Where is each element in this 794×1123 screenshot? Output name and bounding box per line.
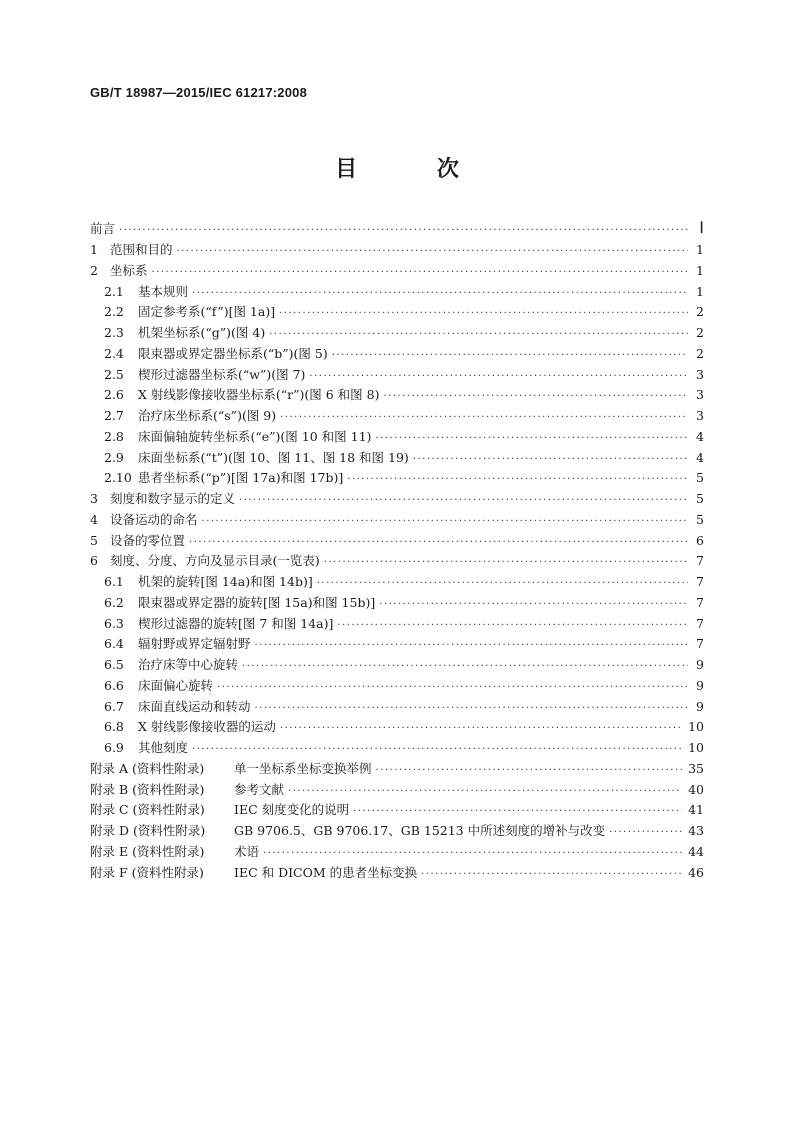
dot-leader [375,429,688,450]
toc-entry-page: 1 [696,242,704,257]
toc-entry-title: 限束器或界定器坐标系(“b”)(图 5) [138,345,328,361]
toc-entry-page: 5 [696,491,704,506]
toc-entry[interactable] [90,780,704,801]
toc-entry-number: 1 [90,242,98,257]
toc-entry-title: X 射线影像接收器的运动 [138,719,276,735]
toc-entry-page: 7 [696,636,704,652]
toc-entry-title: 刻度、分度、方向及显示目录(一览表) [110,553,320,569]
toc-entry-number: 附录 D (资料性附录) [90,823,206,838]
toc-entry-title: 机架的旋转[图 14a)和图 14b)] [138,574,313,589]
toc-entry[interactable] [90,759,704,780]
toc-entry-title: X 射线影像接收器坐标系(“r”)(图 6 和图 8) [138,387,380,403]
toc-entry-page: 1 [696,283,704,299]
toc-entry-page: 3 [696,366,704,382]
dot-leader [255,636,688,657]
toc-entry[interactable] [90,821,704,842]
toc-entry[interactable] [90,385,704,406]
toc-entry[interactable] [90,448,704,469]
toc-entry-number: 3 [90,491,98,506]
dot-leader [353,802,682,823]
toc-entry-title: GB 9706.5、GB 9706.17、GB 15213 中所述刻度的增补与改变 [234,823,606,838]
toc-entry-page: 7 [696,553,704,569]
toc-entry-title: 设备运动的命名 [110,511,198,527]
toc-entry-title: 床面直线运动和转动 [138,698,251,714]
toc-entry-title: 术语 [234,843,260,859]
dot-leader [119,220,688,242]
toc-entry-title: 床面偏轴旋转坐标系(“e”)(图 10 和图 11) [138,428,372,444]
toc-entry-title: 楔形过滤器的旋转[图 7 和图 14a)] [138,615,334,631]
toc-entry[interactable] [90,676,704,697]
toc-entry-number: 4 [90,511,98,527]
toc-entry-page: 10 [688,740,704,755]
dot-leader [177,242,688,263]
toc-entry-title: 机架坐标系(“g”)(图 4) [138,325,266,340]
toc-entry-number: 附录 E (资料性附录) [90,843,205,859]
toc-entry-number: 2 [90,262,98,278]
toc-entry[interactable] [90,738,704,759]
toc-entry-number: 6 [90,553,98,569]
dot-leader [217,678,688,699]
toc-entry-title: 治疗床等中心旋转 [138,657,239,672]
toc-entry-number: 6.7 [104,698,124,714]
page-title: 目 次 [335,157,495,182]
toc-entry[interactable] [90,593,704,614]
toc-entry-page: 5 [696,470,704,486]
toc-entry[interactable] [90,344,704,365]
table-of-contents [90,218,704,883]
toc-entry-title: 限束器或界定器的旋转[图 15a)和图 15b)] [138,594,376,610]
toc-entry-number: 附录 C (资料性附录) [90,802,205,818]
dot-leader [337,616,688,637]
dot-leader [332,346,688,367]
toc-entry[interactable] [90,531,704,552]
toc-entry-number: 2.9 [104,449,124,465]
toc-entry[interactable] [90,468,704,489]
dot-leader [280,719,682,740]
toc-entry-number: 2.8 [104,428,124,444]
dot-leader [413,450,688,471]
toc-entry-number: 2.6 [104,387,124,403]
dot-leader [376,761,683,782]
toc-entry-page: 5 [696,511,704,527]
toc-entry-page: 3 [696,387,704,403]
toc-entry-page: 46 [688,864,704,880]
toc-entry-title: 基本规则 [138,283,189,299]
dot-leader [192,284,688,305]
toc-entry-title: 单一坐标系坐标变换举例 [234,760,372,776]
dot-leader [288,782,682,803]
dot-leader [269,325,688,346]
toc-entry-page: 3 [696,408,704,423]
toc-entry-number: 6.8 [104,719,124,735]
toc-entry[interactable] [90,302,704,323]
toc-entry[interactable] [90,697,704,718]
toc-entry-title: 设备的零位置 [110,532,186,548]
dot-leader [202,512,688,533]
toc-entry-title: 固定参考系(“f”)[图 1a)] [138,304,276,320]
toc-entry-title: 楔形过滤器坐标系(“w”)(图 7) [138,366,306,382]
toc-entry-number: 2.10 [104,470,132,486]
dot-leader [609,823,682,844]
standard-code: GB/T 18987—2015/IEC 61217:2008 [90,85,308,100]
toc-entry-page: 35 [688,760,704,776]
toc-entry-page: 7 [696,574,704,589]
dot-leader [152,263,688,284]
toc-entry[interactable] [90,406,704,427]
dot-leader [192,740,682,761]
toc-entry[interactable] [90,634,704,655]
dot-leader [279,304,688,325]
toc-entry-number: 6.6 [104,677,124,693]
toc-entry-number: 附录 B (资料性附录) [90,781,205,797]
toc-entry-number: 2.3 [104,325,124,340]
toc-entry[interactable] [90,282,704,303]
toc-entry-number: 2.1 [104,283,124,299]
dot-leader [280,408,688,429]
toc-entry[interactable] [90,261,704,282]
dot-leader [421,865,682,886]
toc-entry-page: 9 [696,698,704,714]
toc-entry-page: 41 [688,802,704,818]
dot-leader [317,574,688,595]
toc-entry-title: 参考文献 [234,781,285,797]
toc-entry-number: 6.3 [104,615,124,631]
toc-entry[interactable] [90,655,704,676]
toc-entry-number: 2.7 [104,408,124,423]
toc-entry[interactable] [90,800,704,821]
toc-entry-title: 床面坐标系(“t”)(图 10、图 11、图 18 和图 19) [138,449,409,465]
dot-leader [242,657,688,678]
toc-entry-page: 44 [688,843,704,859]
toc-entry-page: 40 [688,781,704,797]
toc-entry-title: 辐射野或界定辐射野 [138,636,251,652]
toc-entry[interactable] [90,863,704,884]
toc-entry-title: IEC 和 DICOM 的患者坐标变换 [234,864,418,880]
toc-entry[interactable] [90,240,704,261]
dot-leader [255,699,688,720]
toc-entry[interactable] [90,510,704,531]
toc-entry[interactable] [90,572,704,593]
dot-leader [324,553,688,574]
toc-entry[interactable] [90,551,704,572]
toc-entry[interactable] [90,218,704,240]
toc-entry-page: 9 [696,657,704,672]
toc-entry-number: 2.4 [104,345,124,361]
toc-entry-title: 坐标系 [110,262,148,278]
dot-leader [379,595,688,616]
toc-entry-title: 范围和目的 [110,242,173,257]
toc-entry-page: 2 [696,325,704,340]
toc-entry-title: IEC 刻度变化的说明 [234,802,350,818]
toc-entry-number: 附录 A (资料性附录) [90,760,205,776]
dot-leader [263,844,682,865]
toc-entry-title: 患者坐标系(“p”)[图 17a)和图 17b)] [138,470,344,486]
toc-entry-number: 2.5 [104,366,124,382]
toc-entry-number: 6.4 [104,636,124,652]
toc-entry-number: 6.1 [104,574,124,589]
toc-entry[interactable] [90,323,704,344]
toc-entry-number: 6.2 [104,594,124,610]
toc-entry-page: 7 [696,594,704,610]
toc-entry[interactable] [90,614,704,635]
toc-entry-page: 2 [696,345,704,361]
toc-entry-page: 10 [688,719,704,735]
toc-entry-page: 1 [696,262,704,278]
dot-leader [347,470,688,491]
toc-entry-page: 7 [696,615,704,631]
toc-entry[interactable] [90,427,704,448]
toc-entry-page: 2 [696,304,704,320]
toc-entry-page: 43 [688,823,704,838]
dot-leader [189,533,688,554]
dot-leader [383,387,688,408]
toc-entry-title: 刻度和数字显示的定义 [110,491,236,506]
toc-entry-page: 6 [696,532,704,548]
toc-entry-number: 附录 F (资料性附录) [90,864,204,880]
toc-entry-title: 其他刻度 [138,740,189,755]
toc-entry[interactable] [90,717,704,738]
toc-entry[interactable] [90,365,704,386]
toc-entry[interactable] [90,842,704,863]
toc-entry-number: 6.9 [104,740,124,755]
toc-entry[interactable] [90,489,704,510]
toc-entry-page: 4 [696,449,704,465]
dot-leader [239,491,688,512]
dot-leader [309,367,688,388]
toc-entry-page: 9 [696,677,704,693]
toc-entry-number: 2.2 [104,304,124,320]
toc-entry-number: 6.5 [104,657,124,672]
toc-entry-title: 治疗床坐标系(“s”)(图 9) [138,408,277,423]
toc-entry-page: 4 [696,428,704,444]
toc-entry-title: 床面偏心旋转 [138,677,214,693]
toc-entry-number: 5 [90,532,98,548]
toc-entry-title: 前言 [90,221,116,236]
toc-entry-page: Ⅰ [699,220,704,237]
